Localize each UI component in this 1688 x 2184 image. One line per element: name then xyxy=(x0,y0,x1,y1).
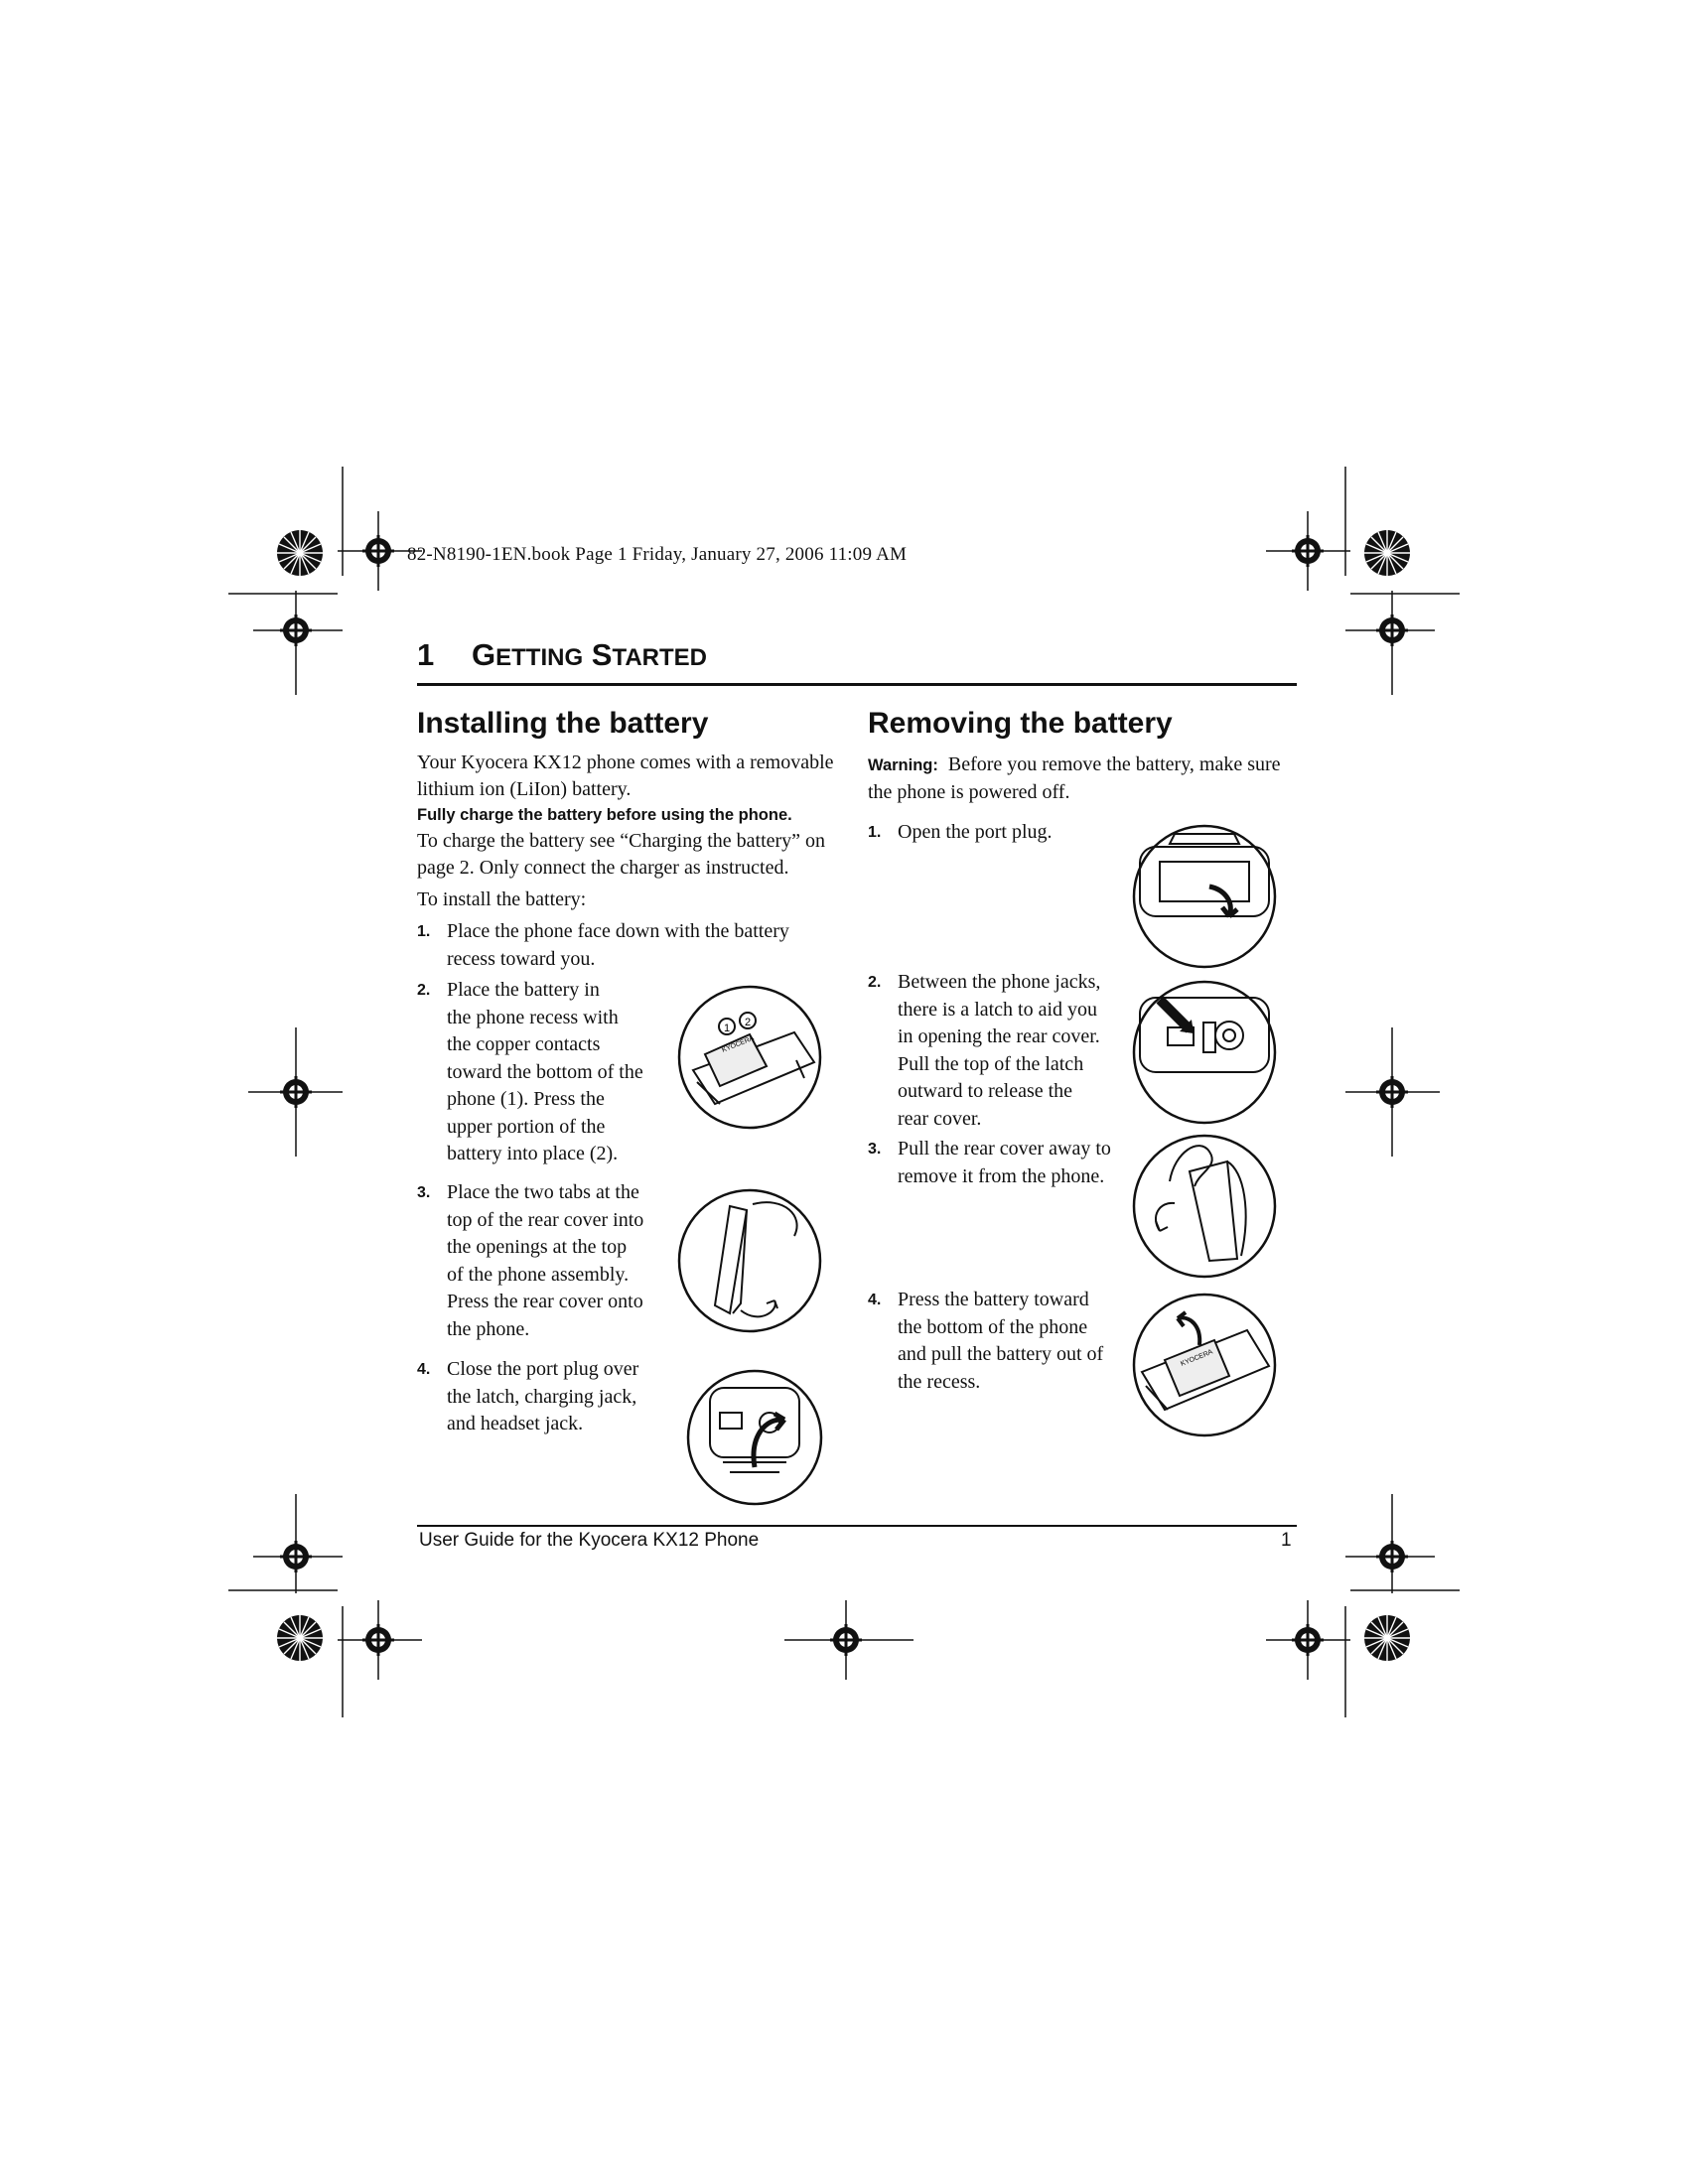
book-slug-line: 82-N8190-1EN.book Page 1 Friday, January 27, 2006 11:09 AM xyxy=(407,544,908,565)
chapter-heading: 1 GETTING STARTED xyxy=(417,637,707,672)
charge-instructions: To charge the battery see “Charging the battery” on page 2. Only connect the charger as instructed. xyxy=(417,830,826,879)
remove-cover-illustration xyxy=(1130,1132,1279,1281)
warning-label: Warning: xyxy=(868,756,938,774)
installing-heading: Installing the battery xyxy=(417,707,709,740)
svg-text:2: 2 xyxy=(745,1017,752,1028)
chapter-rule xyxy=(417,683,1297,686)
page-number: 1 xyxy=(1281,1530,1292,1551)
install-intro: Your Kyocera KX12 phone comes with a removable lithium ion (LiIon) battery. xyxy=(417,751,834,800)
footer-rule xyxy=(417,1525,1297,1527)
charge-note: Fully charge the battery before using the phone. xyxy=(417,806,792,824)
svg-text:1: 1 xyxy=(724,1023,731,1034)
to-install-label: To install the battery: xyxy=(417,888,587,910)
open-port-plug-illustration xyxy=(1130,822,1279,971)
removing-heading: Removing the battery xyxy=(868,707,1173,740)
footer-title: User Guide for the Kyocera KX12 Phone xyxy=(419,1530,760,1551)
install-battery-illustration xyxy=(675,983,824,1132)
release-latch-illustration xyxy=(1130,978,1279,1127)
close-port-plug-illustration xyxy=(685,1368,824,1507)
chapter-number: 1 xyxy=(417,637,435,672)
warning-text: Warning: Before you remove the battery, make sure the phone is powered off. xyxy=(868,753,1281,803)
attach-cover-illustration xyxy=(675,1186,824,1335)
remove-battery-illustration xyxy=(1130,1291,1279,1439)
svg-text:KYOCERA: KYOCERA xyxy=(1180,1348,1214,1368)
svg-text:KYOCERA: KYOCERA xyxy=(721,1034,756,1054)
